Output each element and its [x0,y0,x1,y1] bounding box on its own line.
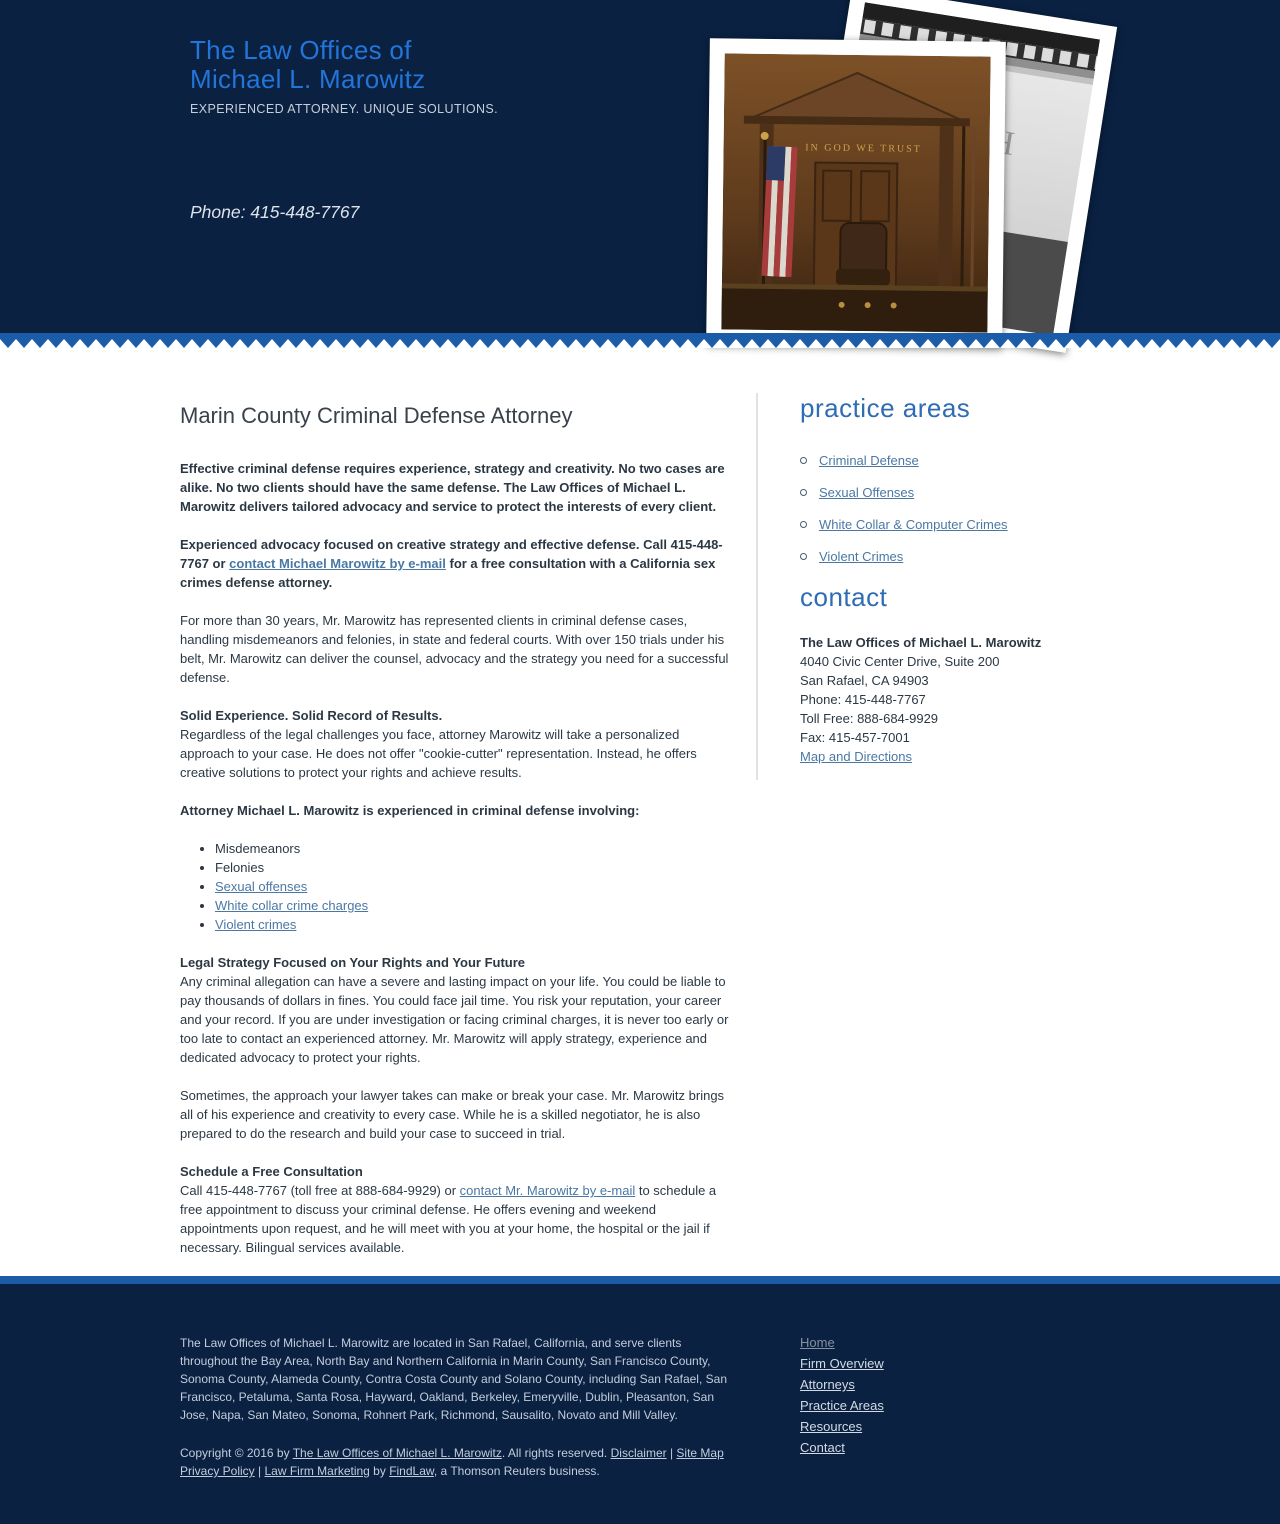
firm-name-line1: The Law Offices of [190,35,412,65]
experience-paragraph: For more than 30 years, Mr. Marowitz has represented clients in criminal defense cases, handling misdemeanors and felonies, in state and federal courts. With over 150 trials under his belt, Mr. Marowitz can deliver the counsel, advocacy and the strategy you need for a successful defense. [180,613,729,685]
contact-toll-free: Toll Free: 888-684-9929 [800,711,939,726]
list-item [800,486,1098,499]
courtroom-image [721,53,990,332]
main-content-area [0,348,1280,1276]
thomson-reuters-text: , a Thomson Reuters business. [433,1464,600,1478]
legal-links-line [180,1462,736,1480]
schedule-text-pre: Call 415-448-7767 (toll free at 888-684-9929) or [180,1183,460,1198]
footer-nav-attorneys[interactable]: Attorneys [800,1377,855,1392]
footer-accent-bar [0,1276,1280,1284]
contact-block [800,633,1098,766]
involving-heading: Attorney Michael L. Marowitz is experienced in criminal defense involving: [180,803,640,818]
strategy-paragraph-2: Sometimes, the approach your lawyer takes can make or break your case. Mr. Marowitz brings all of his experience and creativity to every case. While he is a skilled negotiator, he is also prepared to do the research and build your case to succeed in trial. [180,1088,725,1141]
contact-email-link[interactable]: contact Michael Marowitz by e-mail [229,556,446,571]
copyright-firm-link[interactable]: The Law Offices of Michael L. Marowitz [292,1446,502,1460]
footer-nav-firm-overview[interactable]: Firm Overview [800,1356,884,1371]
violent-crimes-link[interactable]: Violent crimes [215,917,297,932]
courtroom-photo-motto: IN GOD WE TRUST [805,142,922,155]
flag [759,132,798,288]
list-item [215,839,736,858]
privacy-policy-link[interactable]: Privacy Policy [180,1464,255,1478]
separator: | [666,1446,677,1460]
sidebar-link-white-collar[interactable]: White Collar & Computer Crimes [819,517,1008,532]
intro2-text-pre: Experienced advocacy focused on creative strategy and effective defense. Call 415-448-7767 or [180,537,723,571]
site-footer [0,1284,1280,1524]
schedule-text-post: to schedule a free appointment to discuss your criminal defense. He offers evening and weekend appointments upon request, and he will meet with you at your home, the hospital or the jail if necessary. Bilingual services available. [180,1183,717,1255]
list-item [215,877,736,896]
copyright-text-pre: Copyright © 2016 by [180,1446,293,1460]
strategy-heading: Legal Strategy Focused on Your Rights and Your Future [180,955,526,970]
list-item [800,518,1098,531]
schedule-email-link[interactable]: contact Mr. Marowitz by e-mail [459,1183,636,1198]
map-directions-link[interactable]: Map and Directions [800,749,912,764]
defense-areas-list [180,839,736,934]
courtroom-photo [706,38,1006,348]
contact-phone: Phone: 415-448-7767 [800,692,926,707]
site-map-link[interactable]: Site Map [676,1446,724,1460]
sidebar-link-criminal-defense[interactable]: Criminal Defense [819,453,919,468]
solid-experience-paragraph: Regardless of the legal challenges you face, attorney Marowitz will take a personalized approach to your case. He does not offer "cookie-cutter" representation. Instead, he offers creative solutions to protect your rights and achieve results. [180,727,697,780]
by-text: by [369,1464,390,1478]
contact-address-line2: San Rafael, CA 94903 [800,673,929,688]
footer-nav-practice-areas[interactable]: Practice Areas [800,1398,884,1413]
contact-address-line1: 4040 Civic Center Drive, Suite 200 [800,654,1000,669]
schedule-paragraph [180,1181,736,1257]
sexual-offenses-link[interactable]: Sexual offenses [215,879,308,894]
white-collar-link[interactable]: White collar crime charges [215,898,369,913]
service-area-text: The Law Offices of Michael L. Marowitz are located in San Rafael, California, and serve clients throughout the Bay Area, North Bay and Northern California in Marin County, San Francisco County, Sonoma County, Alameda County, Contra Costa County and Solano County, including San Rafael, San Francisco, Petaluma, Santa Rosa, Hayward, Oakland, Berkeley, Emeryville, Dublin, Pleasanton, San Jose, Napa, San Mateo, Sonoma, Rohnert Park, Richmond, Sausalito, Novato and Mill Valley. [180,1336,727,1422]
intro-paragraph-1: Effective criminal defense requires experience, strategy and creativity. No two cases are alike. No two clients should have the same defense. The Law Offices of Michael L. Marowitz delivers tailored advocacy and service to protect the interests of every client. [180,461,725,514]
footer-text-block [180,1334,736,1480]
zigzag-divider [0,333,1280,348]
site-header [0,0,1280,333]
list-item [215,896,736,915]
sidebar [756,393,1098,780]
firm-tagline: EXPERIENCED ATTORNEY. UNIQUE SOLUTIONS. [190,102,499,116]
page-title: Marin County Criminal Defense Attorney [180,403,573,428]
copyright-line [180,1444,736,1462]
firm-name-line2: Michael L. Marowitz [190,64,426,94]
sidebar-link-sexual-offenses[interactable]: Sexual Offenses [819,485,915,500]
schedule-heading: Schedule a Free Consultation [180,1164,363,1179]
law-firm-marketing-link[interactable]: Law Firm Marketing [264,1464,370,1478]
separator: | [254,1464,265,1478]
zigzag-teeth [0,339,1280,348]
header-phone: Phone: 415-448-7767 [190,202,360,222]
disclaimer-link[interactable]: Disclaimer [610,1446,667,1460]
footer-nav-contact[interactable]: Contact [800,1440,845,1455]
list-item [215,858,736,877]
list-item-label: Misdemeanors [215,841,301,856]
list-item [215,915,736,934]
intro2-text-post: for a free consultation with a California sex crimes defense attorney. [180,556,716,590]
list-item [800,550,1098,563]
judge-chair [836,223,891,286]
findlaw-link[interactable]: FindLaw [389,1464,434,1478]
strategy-paragraph-1: Any criminal allegation can have a severe and lasting impact on your life. You could be liable to pay thousands of dollars in fines. You could face jail time. You risk your reputation, your career and your record. If you are under investigation or facing criminal charges, it is never too early or too late to contact an experienced attorney. Mr. Marowitz will apply strategy, experience and dedicated advocacy to protect your rights. [180,974,729,1065]
list-item [800,454,1098,467]
solid-experience-heading: Solid Experience. Solid Record of Results. [180,708,443,723]
list-item-label: Felonies [215,860,265,875]
article [180,393,736,1276]
footer-nav-home[interactable]: Home [800,1335,835,1350]
sidebar-link-violent-crimes[interactable]: Violent Crimes [819,549,904,564]
contact-fax: Fax: 415-457-7001 [800,730,910,745]
copyright-text-mid: . All rights reserved. [501,1446,611,1460]
intro-paragraph-2 [180,535,736,592]
contact-firm-name: The Law Offices of Michael L. Marowitz [800,635,1042,650]
footer-nav [800,1334,884,1480]
column-photo-letters: H [986,122,1027,165]
practice-areas-heading: practice areas [800,393,971,423]
practice-areas-list [800,454,1098,563]
contact-heading: contact [800,582,888,612]
footer-nav-resources[interactable]: Resources [800,1419,863,1434]
